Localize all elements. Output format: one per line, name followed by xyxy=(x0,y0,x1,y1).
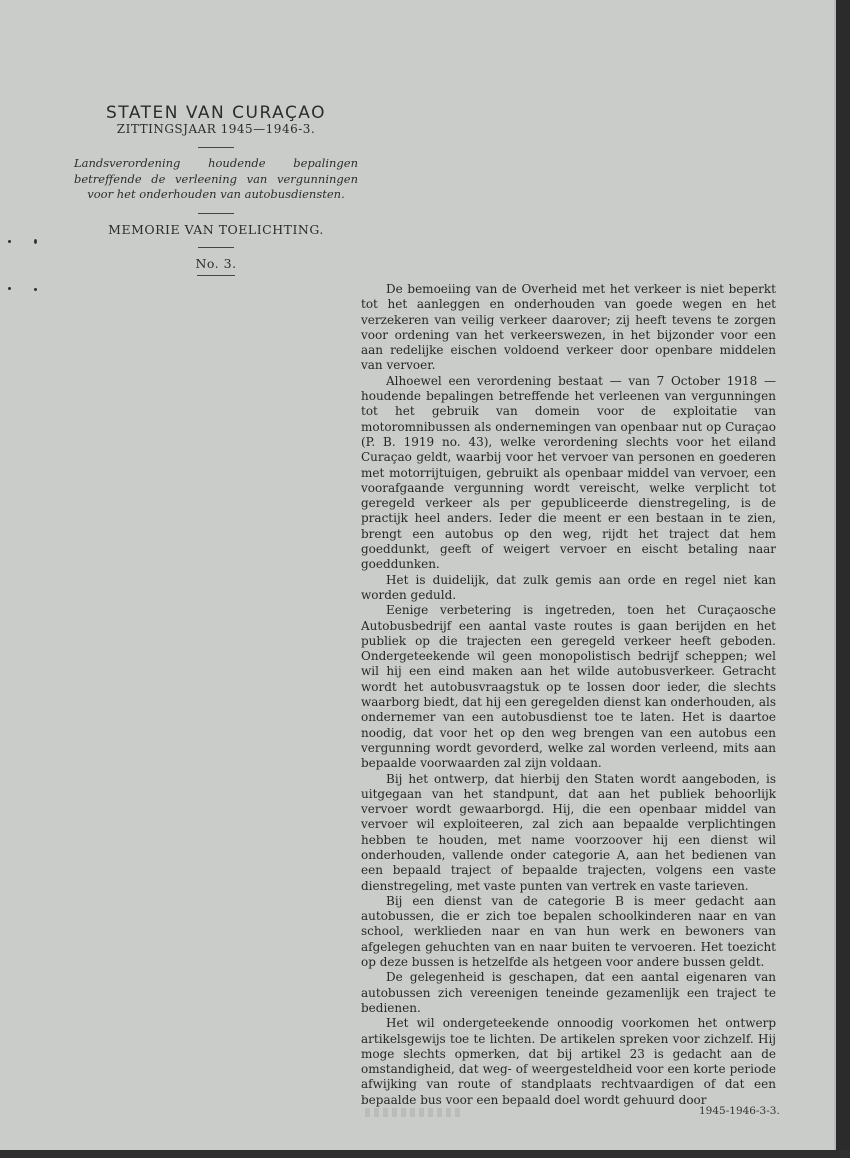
paragraph: De gelegenheid is geschapen, dat een aantal eigenaren van autobussen zich vereenigen teneinde gezamenlijk een traject te bedienen. xyxy=(361,970,776,1015)
binding-hole-mark xyxy=(8,287,11,290)
footer-document-code: 1945-1946-3-3. xyxy=(699,1105,780,1117)
document-number: No. 3. xyxy=(195,255,237,271)
subject-divider xyxy=(198,213,234,214)
paragraph: Eenige verbetering is ingetreden, toen het Curaçaosche Autobusbedrijf een aantal vaste routes is gaan berijden en het publiek op die trajecten een geregeld verkeer heeft geboden. Ondergeteekende wil geen monopolistisch bedrijf scheppen; wel wil hij een eind maken aan het wilde autobusverkeer. Getracht wordt het autobusvraagstuk op te lossen door ieder, die slechts waarborg biedt, dat hij een geregelden dienst kan onderhouden, als ondernemer van een autobusdienst toe te laten. Het is daartoe noodig, dat voor het op den weg brengen van een autobus een vergunning wordt gevorderd, welke zal worden verleend, mits aan bepaalde voorwaarden zal zijn voldaan. xyxy=(361,603,776,771)
paragraph: Het is duidelijk, dat zulk gemis aan orde en regel niet kan worden geduld. xyxy=(361,572,776,602)
memo-body xyxy=(361,282,776,1108)
binding-hole-mark xyxy=(34,239,37,244)
binding-hole-mark xyxy=(34,288,37,291)
header-session: ZITTINGSJAAR 1945—1946-3. xyxy=(116,122,316,136)
header-title: STATEN VAN CURAÇAO xyxy=(105,103,327,123)
paragraph: Bij een dienst van de categorie B is meer gedacht aan autobussen, die er zich toe bepalen schoolkinderen naar en van school, werklieden naar en van hun werk en bewoners van afgelegen gehuchten van en naar buiten te vervoeren. Het toezicht op deze bussen is hetzelfde als hetgeen voor andere bussen geldt. xyxy=(361,893,776,970)
memo-divider xyxy=(198,247,234,248)
scan-edge-right xyxy=(836,0,850,1158)
scan-edge-bottom xyxy=(0,1150,850,1158)
paragraph: De bemoeiing van de Overheid met het verkeer is niet beperkt tot het aanleggen en onderhouden van goede wegen en het verzekeren van veilig verkeer daarover; zij heeft tevens te zorgen voor ordening van het verkeerswezen, in het bijzonder voor een aan redelijke eischen voldoend verkeer door openbare middelen van vervoer. xyxy=(361,282,776,373)
paragraph: Het wil ondergeteekende onnoodig voorkomen het ontwerp artikelsgewijs toe te lichten. De artikelen spreken voor zichzelf. Hij moge slechts opmerken, dat bij artikel 23 is gedacht aan de omstandigheid, dat weg- of weergesteldheid voor een korte periode afwijking van route of standplaats rechtvaardigen of dat een bepaalde bus voor een bepaald doel wordt gehuurd door xyxy=(361,1016,776,1107)
ordinance-subject: Landsverordening houdende bepalingen betreffende de verleening van vergunningen voor het onderhouden van autobusdiensten. xyxy=(74,156,358,201)
paragraph: Alhoewel een verordening bestaat — van 7 October 1918 — houdende bepalingen betreffende het verleenen van vergunningen tot het gebruik van domein voor de exploitatie van motoromnibussen als ondernemingen van openbaar nut op Curaçao (P. B. 1919 no. 43), welke verordening slechts voor het eiland Curaçao geldt, waarbij voor het vervoer van personen en goederen met motorrijtuigen, gebruikt als openbaar middel van vervoer, een voorafgaande vergunning wordt vereischt, welke verplicht tot geregeld verkeer als per gepubliceerde dienstregeling, is de practijk heel anders. Ieder die meent er een bestaan in te zien, brengt een autobus op den weg, rijdt het traject dat hem goeddunkt, geeft of weigert vervoer en eischt betaling naar goeddunken. xyxy=(361,373,776,572)
number-divider xyxy=(197,275,235,276)
paragraph: Bij het ontwerp, dat hierbij den Staten wordt aangeboden, is uitgegaan van het standpunt, dat aan het publiek behoorlijk vervoer wordt gewaarborgd. Hij, die een openbaar middel van vervoer wil exploiteeren, zal zich aan bepaalde verplichtingen hebben te houden, met name voorzoover hij een dienst wil onderhouden, vallende onder categorie A, aan het bedienen van een bepaald traject of bepaalde trajecten, volgens een vaste dienstregeling, met vaste punten van vertrek en vaste tarieven. xyxy=(361,771,776,893)
ink-smudge xyxy=(365,1108,460,1117)
header-divider xyxy=(198,147,234,148)
document-header xyxy=(70,104,362,276)
binding-hole-mark xyxy=(8,240,11,243)
memo-title: MEMORIE VAN TOELICHTING. xyxy=(108,221,324,237)
